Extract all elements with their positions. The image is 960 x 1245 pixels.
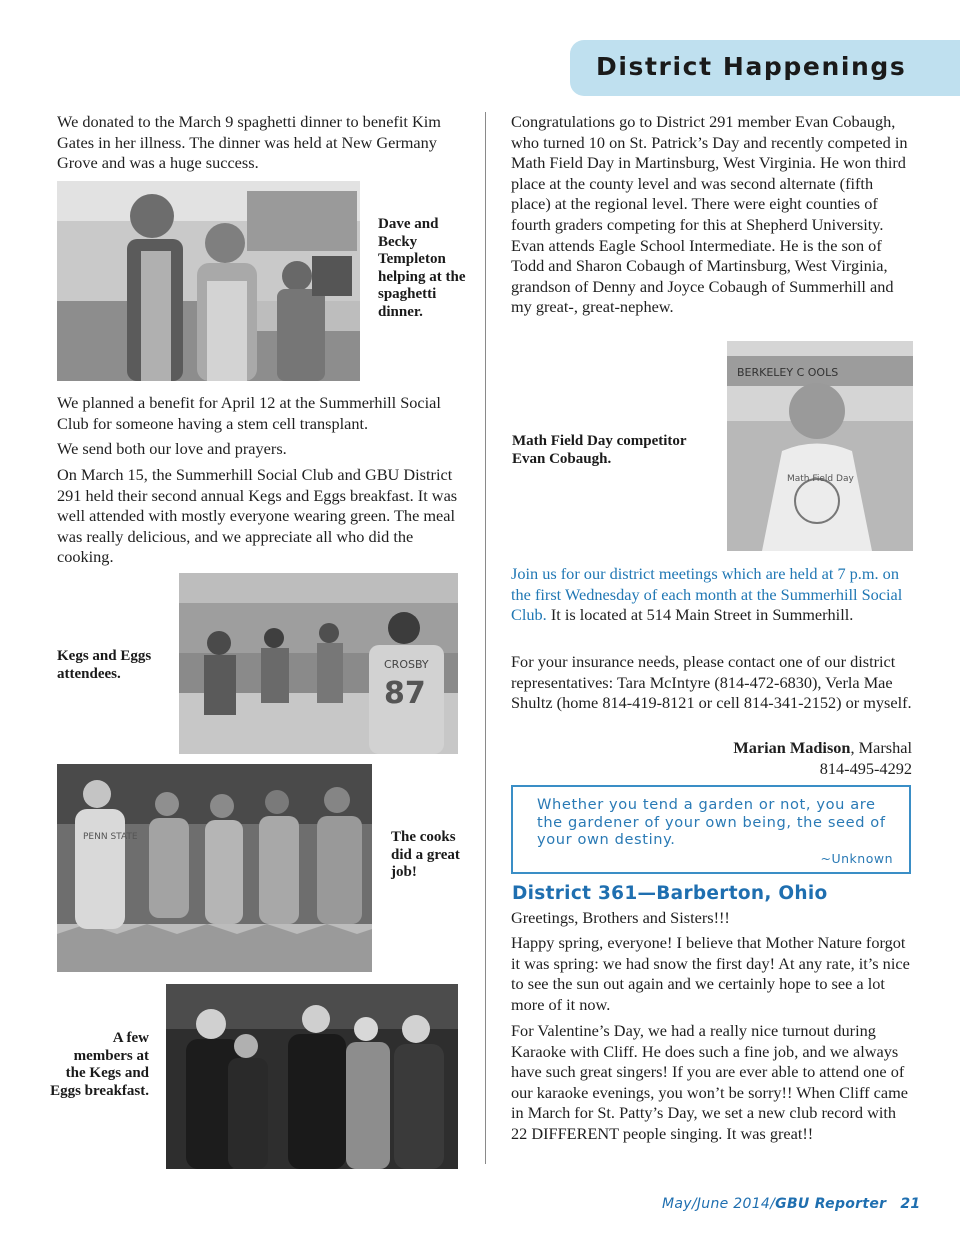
column-divider [485,112,486,1164]
quote-text: Whether you tend a garden or not, you are the gardener of your own being, the seed of your own destiny. [537,796,886,849]
caption-kegs-eggs-attendees: Kegs and Eggs attendees. [57,648,152,682]
kegs-eggs-attendees-photo [179,573,458,754]
cooks-group-photo [57,764,372,972]
page-number: 21 [900,1196,921,1212]
signature-phone: 814-495-4292 [819,758,912,778]
cap-text: PENN STATE [83,832,138,842]
signature [733,738,912,779]
right-paragraph-valentine: For Valentine’s Day, we had a really nice turnout during Karaoke with Cliff. He does such a fine job, and we always have such great singers! If you are ever able to attend one of our karaoke evenings, you won’t be sorry!! When Cliff came in March for St. Patty’s Day, we set a new club record with 22 DIFFERENT people singing. It was great!! [511,1021,908,1143]
caption-evan: Math Field Day competitor Evan Cobaugh. [512,433,687,467]
signature-title: , Marshal [850,738,912,757]
section-heading-district-361: District 361—Barberton, Ohio [512,883,828,904]
meeting-location: It is located at 514 Main Street in Summerhill. [546,605,854,625]
signature-name: Marian Madison [733,738,851,757]
left-paragraph-kegs-eggs: On March 15, the Summerhill Social Club and GBU District 291 held their second annual Kegs and Eggs breakfast. It was well attended with mostly everyone wearing green. The meal was really delicious, and we appreciate all who did the cooking. [57,465,458,567]
left-paragraph-benefit: We planned a benefit for April 12 at the Summerhill Social Club for someone having a stem cell transplant. [57,393,441,433]
right-paragraph-meetings [511,564,913,626]
right-paragraph-evan: Congratulations go to District 291 member Evan Cobaugh, who turned 10 on St. Patrick’s Day and recently competed in Math Field Day in Martinsburg, West Virginia. He won third place at the county level and was second alternate (fifth place) at the regional level. There were eight counties of fourth graders competing for this at Shepherd University. Evan attends Eagle School Intermediate. He is the son of Todd and Sharon Cobaugh of Martinsburg, West Virginia, grandson of Denny and Joyce Cobaugh of Summerhill and my great-, great-nephew. [511,112,908,317]
members-group-photo [166,984,458,1169]
evan-cobaugh-photo [727,341,913,551]
quote-attribution: ~Unknown [820,851,893,866]
footer-publication: GBU Reporter [775,1196,887,1212]
right-paragraph-spring: Happy spring, everyone! I believe that Mother Nature forgot it was spring: we had snow the first day! At any rate, it’s nice to see the sun out again and we certainly hope to see a lot more of it now. [511,933,910,1014]
footer-issue: May/June 2014/ [662,1196,776,1212]
page-footer [662,1196,920,1212]
left-paragraph-spaghetti: We donated to the March 9 spaghetti dinner to benefit Kim Gates in her illness. The dinner was held at New Germany Grove and was a huge success. [57,112,441,173]
jersey-number-text: 87 [384,676,426,711]
caption-cooks: The cooks did a great job! [391,829,460,881]
page-title: District Happenings [596,52,907,81]
right-paragraph-greeting: Greetings, Brothers and Sisters!!! [511,908,730,927]
meeting-announcement: Join us for our district meetings which are held at 7 p.m. on the first Wednesday of each month at the Summerhill Social Club. [511,564,903,625]
shirt-text: Math Field Day [787,474,854,484]
spaghetti-dinner-photo [57,181,360,381]
left-paragraph-prayers: We send both our love and prayers. [57,439,287,458]
right-paragraph-insurance: For your insurance needs, please contact one of our district representatives: Tara McIntyre (814-472-6830), Verla Mae Shultz (home 814-419-8121 or cell 814-341-2152) or myself. [511,652,912,713]
bus-sign-text: BERKELEY C OOLS [737,366,839,379]
jersey-name-text: CROSBY [384,658,429,671]
caption-spaghetti-dinner: Dave and Becky Templeton helping at the spaghetti dinner. [378,216,466,320]
caption-members: A few members at the Kegs and Eggs breakfast. [50,1030,149,1099]
quote-box [511,785,911,874]
